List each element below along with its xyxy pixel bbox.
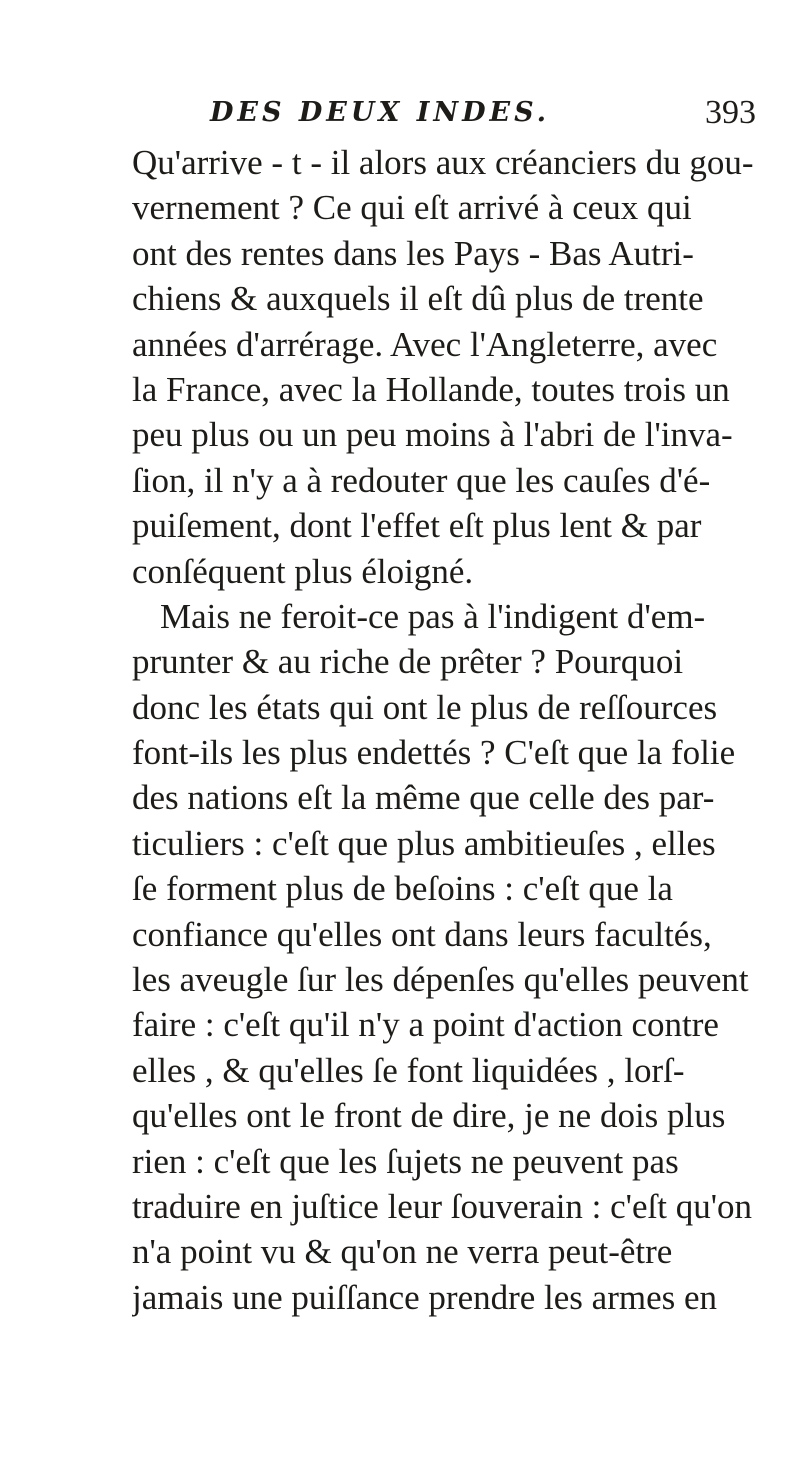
page-number: 393 [705, 94, 756, 131]
text-line: n'a point vu & qu'on ne verra peut-être [132, 1232, 673, 1272]
running-head [0, 93, 800, 143]
text-line: années d'arrérage. Avec l'Angleterre, avec [132, 324, 718, 364]
text-line: confiance qu'elles ont dans leurs facultés, [132, 914, 712, 954]
text-line: qu'elles ont le front de dire, je ne dois plus [132, 1096, 726, 1136]
text-line: ſion, il n'y a à redouter que les cauſes d'é- [132, 460, 711, 500]
text-line: faire : c'eſt qu'il n'y a point d'action contre [132, 1005, 719, 1045]
text-line: chiens & auxquels il eſt dû plus de trente [132, 279, 704, 319]
text-line: jamais une puiſſance prendre les armes en [132, 1277, 718, 1317]
text-line: elles , & qu'elles ſe font liquidées , lorſ- [132, 1050, 685, 1090]
running-title: DES DEUX INDES. [210, 97, 551, 128]
paragraph-start-line: Mais ne feroit-ce pas à l'indigent d'em- [160, 596, 706, 636]
text-line: rien : c'eſt que les ſujets ne peuvent pas [132, 1141, 679, 1181]
text-line: des nations eſt la même que celle des par- [132, 778, 715, 818]
text-line: ſe forment plus de beſoins : c'eſt que la [132, 869, 673, 909]
text-line: vernement ? Ce qui eſt arrivé à ceux qui [132, 188, 692, 228]
text-line: conſéquent plus éloigné. [132, 551, 474, 591]
text-line: traduire en juſtice leur ſouverain : c'eſt qu'on [132, 1186, 753, 1226]
body-text [132, 140, 792, 1320]
text-line: Qu'arrive - t - il alors aux créanciers du gou- [132, 143, 754, 182]
text-line: la France, avec la Hollande, toutes trois un [132, 369, 730, 409]
text-line: donc les états qui ont le plus de reſſources [132, 687, 718, 727]
text-line: puiſement, dont l'effet eſt plus lent & par [132, 506, 702, 546]
text-line: prunter & au riche de prêter ? Pourquoi [132, 642, 684, 682]
text-line: ticuliers : c'eſt que plus ambitieuſes , elles [132, 823, 716, 863]
text-line: les aveugle ſur les dépenſes qu'elles peuvent [132, 960, 749, 1000]
text-line: peu plus ou un peu moins à l'abri de l'inva- [132, 415, 733, 455]
text-line: ont des rentes dans les Pays - Bas Autri- [132, 233, 694, 273]
text-line: font-ils les plus endettés ? C'eſt que la folie [132, 733, 736, 773]
